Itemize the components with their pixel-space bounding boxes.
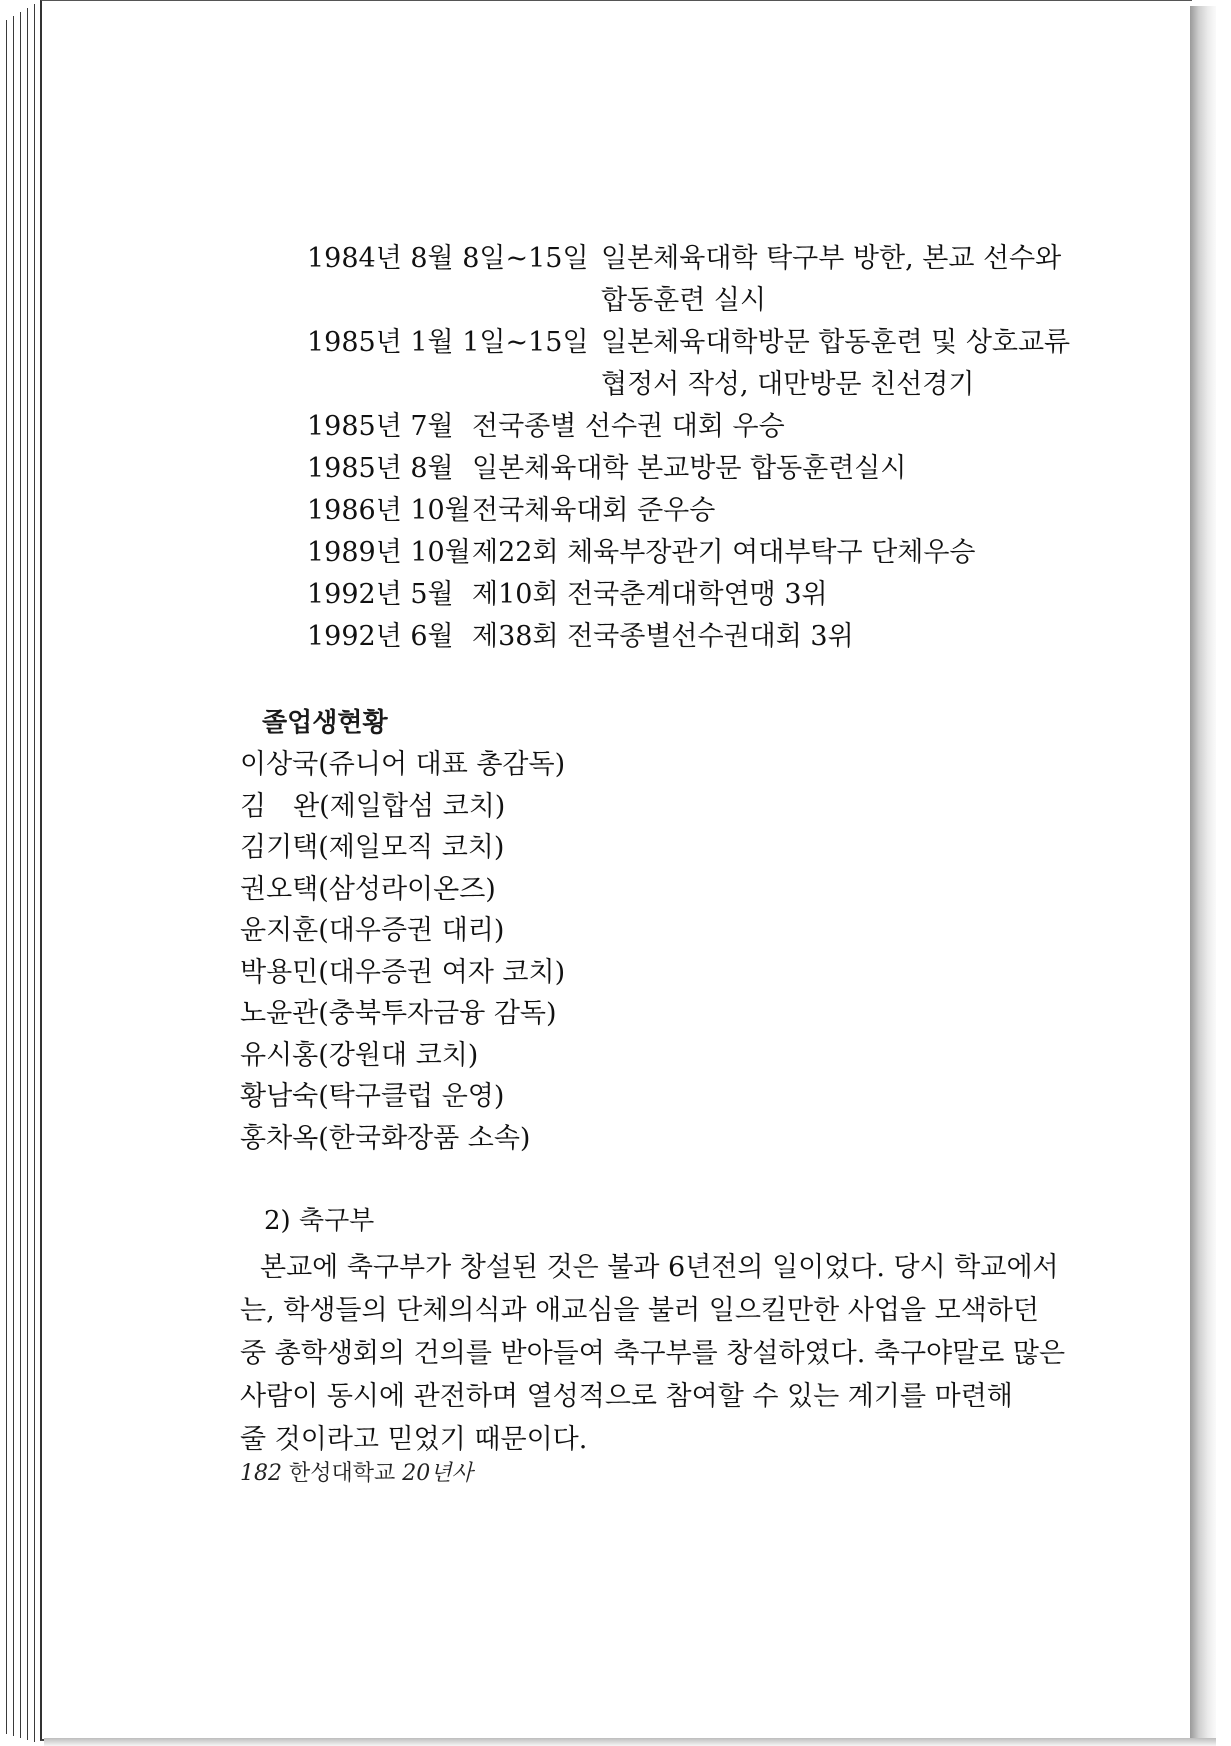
history-row — [307, 322, 1070, 406]
history-date: 1985년 1월 1일~15일 — [307, 327, 589, 358]
graduate-item: 홍차옥(한국화장품 소속) — [240, 1122, 531, 1154]
footer-years: 20년사 — [402, 1461, 473, 1486]
paragraph-line: 중 총학생회의 건의를 받아들여 축구부를 창설하였다. 축구야말로 많은 — [240, 1338, 1066, 1369]
graduate-item: 김기택(제일모직 코치) — [240, 832, 505, 863]
history-row — [307, 448, 1070, 490]
history-description-line: 전국체육대회 준우승 — [472, 495, 716, 526]
paragraph-line: 줄 것이라고 믿었기 때문이다. — [240, 1424, 588, 1455]
history-date: 1992년 6월 — [307, 621, 454, 652]
history-description-line: 제38회 전국종별선수권대회 3위 — [472, 621, 854, 652]
page-edge — [34, 4, 35, 1742]
club-history-list — [307, 238, 1070, 658]
history-description — [601, 322, 1070, 406]
history-description-line: 일본체육대학 본교방문 합동훈련실시 — [472, 453, 907, 484]
history-description — [472, 532, 976, 574]
graduate-item: 박용민(대우증권 여자 코치) — [240, 956, 566, 988]
graduates-heading: 졸업생현황 — [262, 708, 388, 738]
graduate-item: 황남숙(탁구클럽 운영) — [240, 1081, 505, 1112]
history-row — [307, 616, 1070, 658]
page-footer — [240, 1456, 473, 1487]
history-description-line: 전국종별 선수권 대회 우승 — [472, 411, 785, 442]
paragraph-line: 본교에 축구부가 창설된 것은 불과 6년전의 일이었다. 당시 학교에서 — [260, 1252, 1059, 1283]
page-edge — [20, 12, 21, 1738]
graduate-item: 이상국(쥬니어 대표 총감독) — [240, 749, 566, 780]
history-date: 1992년 5월 — [307, 579, 454, 610]
history-row — [307, 406, 1070, 448]
page-edge — [27, 8, 28, 1740]
page-number: 182 — [240, 1461, 282, 1486]
graduate-item: 권오택(삼성라이온즈) — [240, 873, 496, 905]
graduate-item: 김 완(제일합섬 코치) — [240, 790, 506, 822]
history-description — [472, 448, 906, 490]
history-row — [307, 490, 1070, 532]
history-date: 1984년 8월 8일~15일 — [307, 243, 589, 274]
graduate-item: 노윤관(충북투자금융 감독) — [240, 998, 557, 1029]
history-date: 1989년 10월 — [307, 537, 471, 568]
history-date: 1985년 7월 — [307, 411, 454, 442]
history-description-line: 제10회 전국춘계대학연맹 3위 — [472, 579, 828, 610]
history-date: 1986년 10월 — [307, 495, 471, 526]
history-description-line: 일본체육대학방문 합동훈련 및 상호교류 — [601, 327, 1071, 358]
history-description-line: 일본체육대학 탁구부 방한, 본교 선수와 — [601, 243, 1062, 274]
graduates-list — [240, 744, 565, 1159]
history-row — [307, 238, 1070, 322]
page-edge — [6, 20, 7, 1734]
history-description — [601, 238, 1061, 322]
history-description — [472, 406, 785, 448]
paragraph-line: 는, 학생들의 단체의식과 애교심을 불러 일으킬만한 사업을 모색하던 — [240, 1295, 1039, 1326]
paragraph-line: 사람이 동시에 관전하며 열성적으로 참여할 수 있는 계기를 마련해 — [240, 1381, 1013, 1412]
history-row — [307, 532, 1070, 574]
footer-title: 한성대학교 — [289, 1461, 396, 1486]
history-description-line: 합동훈련 실시 — [601, 285, 767, 316]
graduate-item: 윤지훈(대우증권 대리) — [240, 915, 505, 946]
history-description — [472, 574, 828, 616]
history-row — [307, 574, 1070, 616]
history-description-line: 협정서 작성, 대만방문 친선경기 — [601, 369, 975, 400]
section-heading-soccer: 2) 축구부 — [264, 1206, 375, 1236]
body-paragraph — [240, 1246, 1068, 1461]
page-shadow — [1190, 6, 1216, 1738]
history-description-line: 제22회 체육부장관기 여대부탁구 단체우승 — [472, 537, 976, 568]
page-bottom-shadow — [44, 1738, 1216, 1746]
history-description — [472, 616, 854, 658]
page-edge — [13, 16, 14, 1736]
history-date: 1985년 8월 — [307, 453, 454, 484]
history-description — [472, 490, 715, 532]
graduate-item: 유시홍(강원대 코치) — [240, 1039, 479, 1071]
